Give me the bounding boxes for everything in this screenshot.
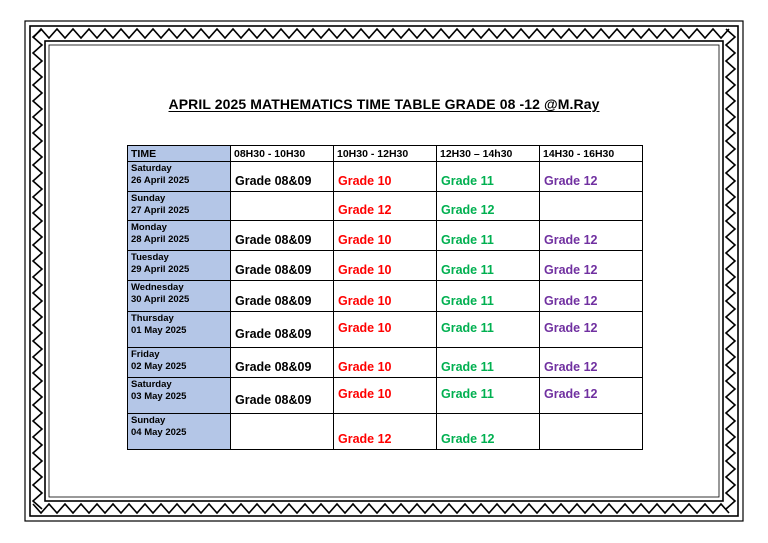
day-date: 29 April 2025 [131, 263, 190, 275]
day-date: 30 April 2025 [131, 293, 190, 305]
page-title [0, 96, 768, 112]
day-date: 01 May 2025 [131, 324, 187, 336]
table-row [128, 348, 643, 378]
slot-cell: Grade 11 [437, 312, 540, 348]
header-slot-4: 14H30 - 16H30 [540, 146, 643, 162]
table-row [128, 378, 643, 414]
slot-cell: Grade 11 [437, 378, 540, 414]
header-slot-3: 12H30 – 14h30 [437, 146, 540, 162]
slot-cell: Grade 08&09 [231, 251, 334, 281]
table-row [128, 251, 643, 281]
day-cell [128, 192, 231, 221]
slot-cell: Grade 08&09 [231, 312, 334, 348]
day-name: Saturday [131, 379, 172, 390]
day-cell [128, 251, 231, 281]
day-date: 03 May 2025 [131, 390, 187, 402]
day-cell [128, 414, 231, 450]
border-zigzag [33, 504, 729, 513]
slot-cell: Grade 12 [540, 348, 643, 378]
timetable [127, 145, 643, 450]
slot-cell: Grade 12 [437, 414, 540, 450]
table-row [128, 162, 643, 192]
day-date: 04 May 2025 [131, 426, 187, 438]
day-name: Sunday [131, 193, 166, 204]
slot-cell: Grade 08&09 [231, 348, 334, 378]
slot-cell [231, 414, 334, 450]
slot-cell [540, 192, 643, 221]
day-name: Saturday [131, 163, 172, 174]
day-name: Sunday [131, 415, 166, 426]
slot-cell: Grade 11 [437, 221, 540, 251]
slot-cell: Grade 12 [437, 192, 540, 221]
slot-cell: Grade 10 [334, 281, 437, 312]
slot-cell: Grade 11 [437, 281, 540, 312]
day-name: Thursday [131, 313, 174, 324]
page-title-text: APRIL 2025 MATHEMATICS TIME TABLE GRADE 08 -12 @M.Ray [168, 96, 600, 112]
slot-cell: Grade 10 [334, 221, 437, 251]
day-cell [128, 348, 231, 378]
slot-cell: Grade 12 [540, 312, 643, 348]
header-slot-1: 08H30 - 10H30 [231, 146, 334, 162]
day-name: Monday [131, 222, 167, 233]
day-cell [128, 378, 231, 414]
slot-cell: Grade 08&09 [231, 221, 334, 251]
day-cell [128, 221, 231, 251]
timetable-header-row [128, 146, 643, 162]
slot-cell: Grade 10 [334, 378, 437, 414]
day-name: Wednesday [131, 282, 184, 293]
slot-cell: Grade 12 [540, 378, 643, 414]
slot-cell [231, 192, 334, 221]
slot-cell [540, 414, 643, 450]
table-row [128, 221, 643, 251]
slot-cell: Grade 11 [437, 251, 540, 281]
slot-cell: Grade 12 [540, 251, 643, 281]
slot-cell: Grade 10 [334, 348, 437, 378]
slot-cell: Grade 12 [334, 414, 437, 450]
table-row [128, 281, 643, 312]
day-name: Friday [131, 349, 160, 360]
header-slot-2: 10H30 - 12H30 [334, 146, 437, 162]
slot-cell: Grade 08&09 [231, 378, 334, 414]
slot-cell: Grade 12 [540, 162, 643, 192]
slot-cell: Grade 10 [334, 251, 437, 281]
border-zigzag [33, 29, 729, 38]
day-date: 02 May 2025 [131, 360, 187, 372]
day-date: 27 April 2025 [131, 204, 190, 216]
slot-cell: Grade 08&09 [231, 162, 334, 192]
table-row [128, 192, 643, 221]
day-name: Tuesday [131, 252, 169, 263]
table-row [128, 414, 643, 450]
slot-cell: Grade 11 [437, 162, 540, 192]
slot-cell: Grade 10 [334, 312, 437, 348]
day-cell [128, 312, 231, 348]
slot-cell: Grade 08&09 [231, 281, 334, 312]
table-row [128, 312, 643, 348]
day-cell [128, 281, 231, 312]
slot-cell: Grade 11 [437, 348, 540, 378]
slot-cell: Grade 10 [334, 162, 437, 192]
day-date: 28 April 2025 [131, 233, 190, 245]
day-date: 26 April 2025 [131, 174, 190, 186]
header-time: TIME [128, 146, 231, 162]
slot-cell: Grade 12 [540, 221, 643, 251]
slot-cell: Grade 12 [540, 281, 643, 312]
day-cell [128, 162, 231, 192]
slot-cell: Grade 12 [334, 192, 437, 221]
